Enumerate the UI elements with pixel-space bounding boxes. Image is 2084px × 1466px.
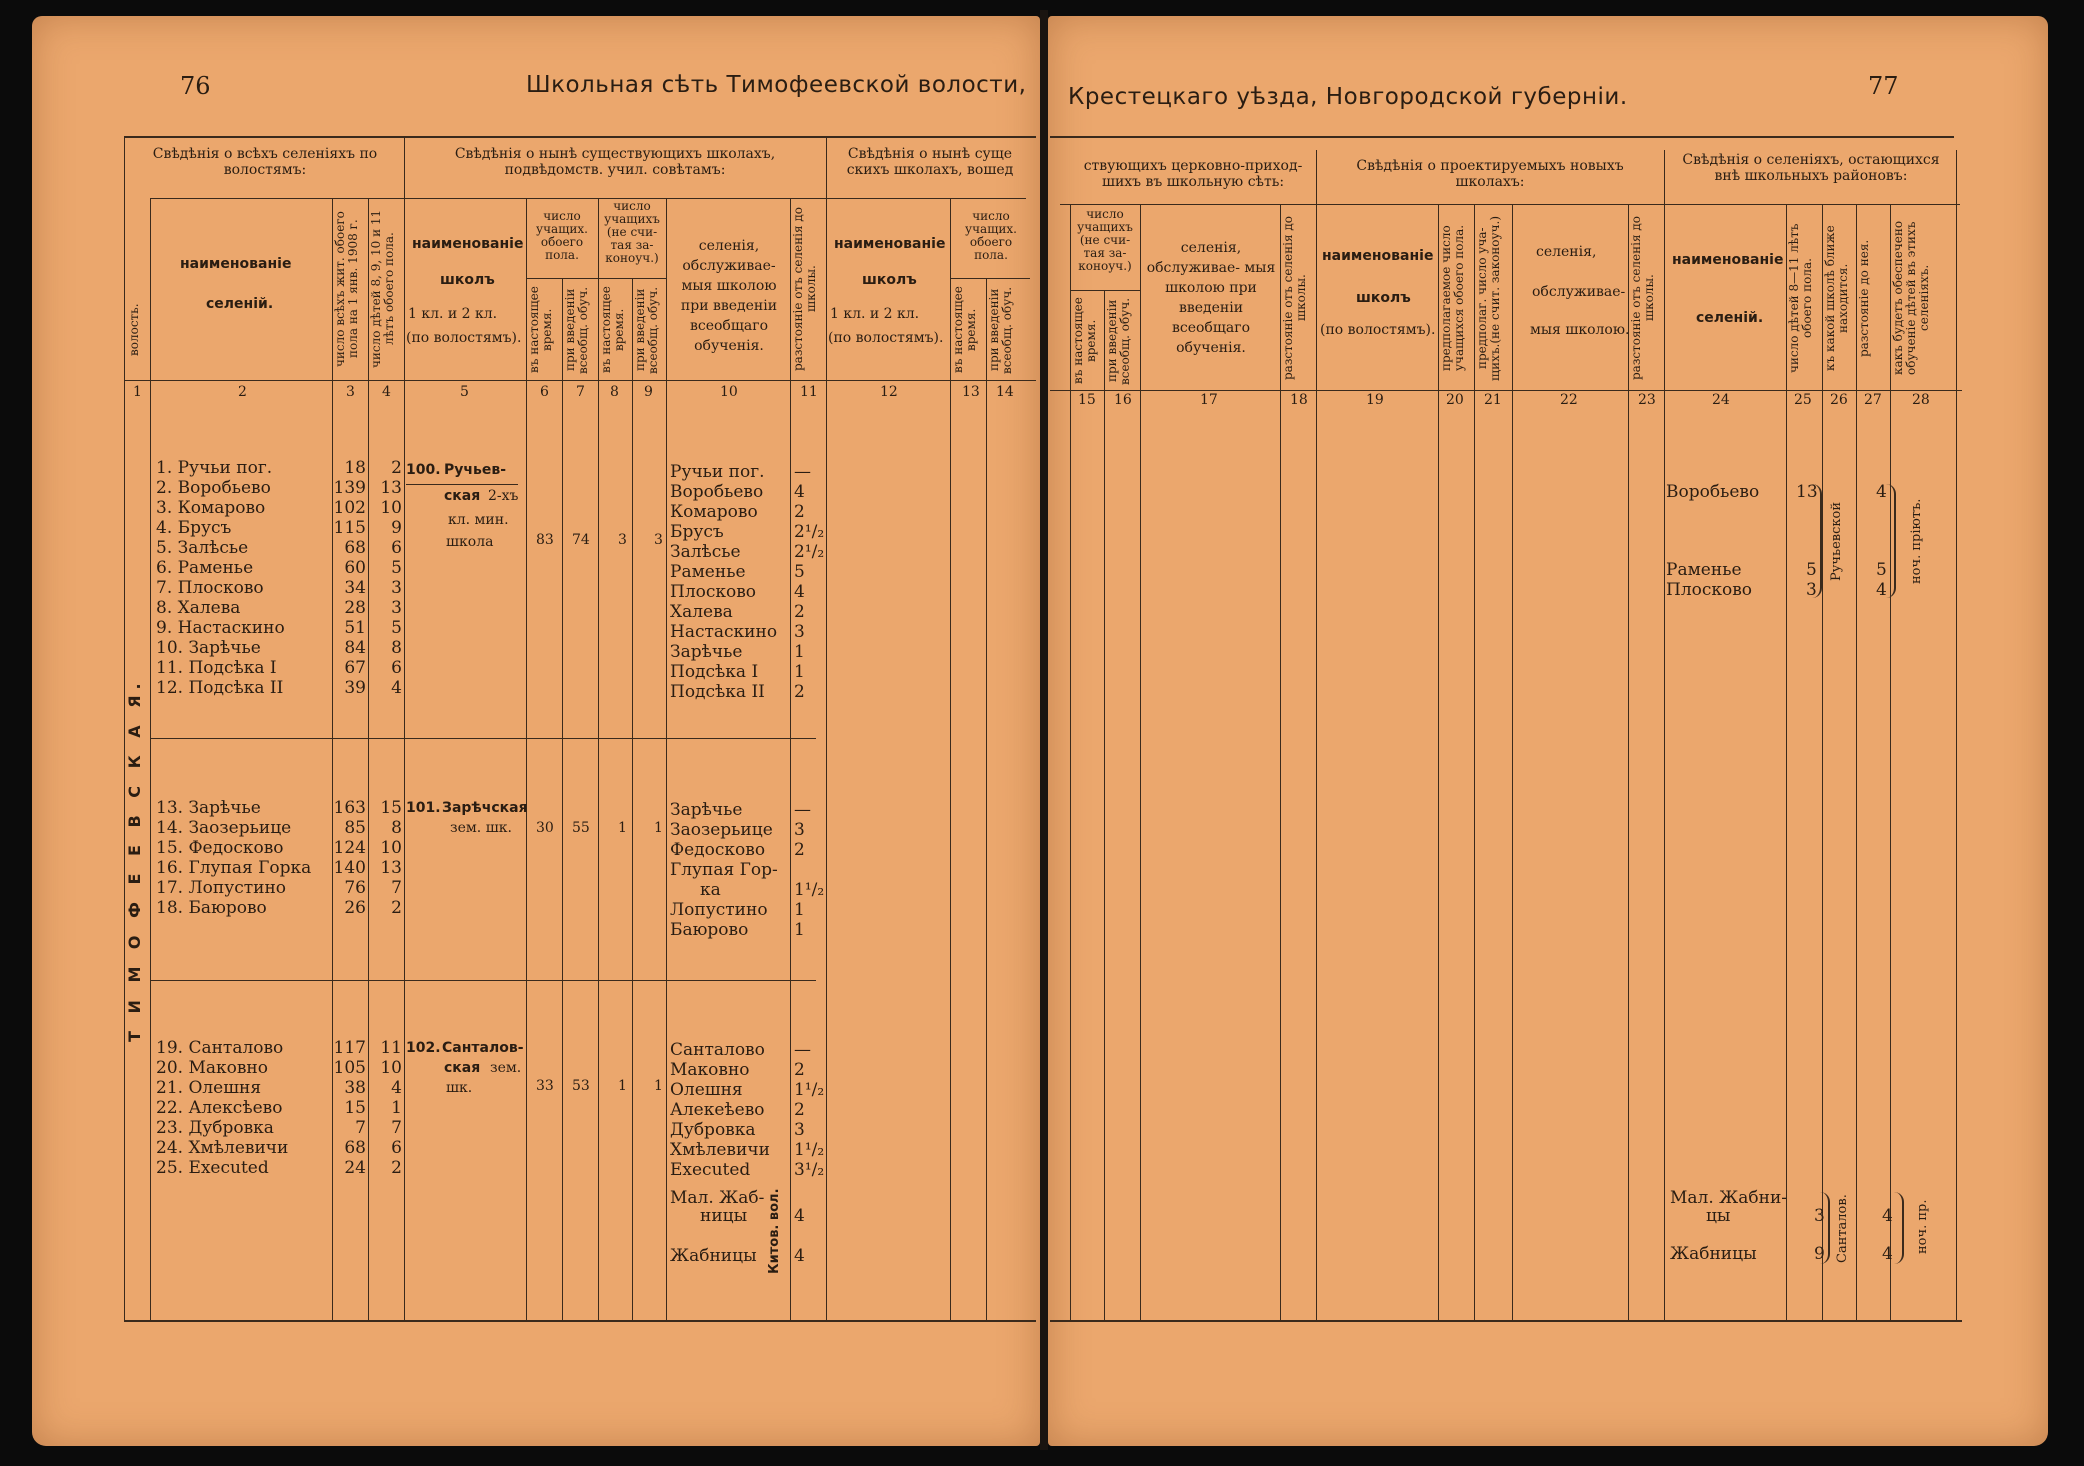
col-number: 11 <box>800 384 818 400</box>
served-village-name: Баюрово <box>670 920 749 940</box>
school-name: ская <box>444 1060 481 1076</box>
village-name: 7. Плосково <box>156 578 264 598</box>
served-village-name: Плосково <box>670 582 757 602</box>
served-village-name: ка <box>700 880 721 900</box>
pupils-intro: 55 <box>572 820 590 836</box>
col-line <box>1474 204 1475 1320</box>
outside-provision-note: ноч. пріютъ. <box>1909 498 1924 584</box>
served-village-distance: 3 <box>794 1120 805 1140</box>
col-header-school-volost: (по волостямъ). <box>406 330 522 346</box>
col-header-school-volost: (по волостямъ). <box>828 330 944 346</box>
col-line <box>632 278 633 1320</box>
served-village-distance: 1 <box>794 642 805 662</box>
header-bottom-rule <box>1050 390 1962 391</box>
served-village-name: Комарово <box>670 502 758 522</box>
village-children: 10 <box>380 1058 402 1078</box>
teachers-now: 1 <box>618 1078 627 1094</box>
col-header-now: въ настоящее время. <box>527 286 554 374</box>
col-header-village-name-2: селеній. <box>1696 310 1764 326</box>
col-header-school-name: наименованіе <box>834 236 946 252</box>
served-village-distance: 2 <box>794 840 805 860</box>
col-number: 25 <box>1794 392 1812 408</box>
group-header-outside-villages: Свѣдѣнія о селеніяхъ, остающихся внѣ школьныхъ районовъ: <box>1682 152 1940 184</box>
col-header-village-name: наименованіе <box>180 256 292 272</box>
served-village-name: Брусъ <box>670 522 724 542</box>
served-village-name: Залѣсье <box>670 542 741 562</box>
teachers-intro: 1 <box>654 820 663 836</box>
served-village-distance: 1¹/₂ <box>794 1140 825 1160</box>
outside-village-name: Воробьево <box>1666 482 1760 502</box>
col-number: 20 <box>1446 392 1464 408</box>
col-header-school-name-2: школъ <box>1356 290 1411 306</box>
col-header-provision: какъ будетъ обеспечено обученіе дѣтей въ этихъ селеніяхъ. <box>1891 220 1931 376</box>
pupils-now: 83 <box>536 532 554 548</box>
village-children: 8 <box>391 638 402 658</box>
outside-village-distance: 4 <box>1876 482 1887 502</box>
pupils-intro: 53 <box>572 1078 590 1094</box>
village-name: 11. Подсѣка I <box>156 658 277 678</box>
served-village-name: Маковно <box>670 1060 750 1080</box>
col-header-population: число всѣхъ жит. обоего пола на 1 янв. 1908 г. <box>333 211 360 367</box>
left-page-header: Школьная сѣть Тимофеевской волости, <box>526 72 1027 98</box>
village-population: 18 <box>344 458 366 478</box>
sub-rule <box>1070 290 1140 291</box>
served-village-distance: 2¹/₂ <box>794 522 825 542</box>
col-line <box>666 198 667 1320</box>
school-name: ская <box>444 488 481 504</box>
col-number: 15 <box>1078 392 1096 408</box>
col-header-distance-to-it: разстояніе до нея. <box>1857 239 1871 357</box>
col-header-teachers: число учащихъ (не счи- тая за- коноуч.) <box>1077 207 1133 273</box>
col-header-children: число дѣтей 8, 9, 10 и 11 лѣтъ обоего пола. <box>369 209 396 369</box>
served-village-name: Заозерьице <box>670 820 773 840</box>
served-village-distance: — <box>794 800 811 820</box>
served-village-distance: 3¹/₂ <box>794 1160 825 1180</box>
served-village-name: Настаскино <box>670 622 778 642</box>
village-children: 13 <box>380 858 402 878</box>
served-village-name: Ручьи пог. <box>670 462 765 482</box>
col-number: 24 <box>1712 392 1730 408</box>
served-village-distance: 3 <box>794 820 805 840</box>
table-bottom-rule <box>124 1320 1036 1322</box>
served-village-distance: 2 <box>794 1100 805 1120</box>
outside-village-name: Раменье <box>1666 560 1742 580</box>
village-children: 2 <box>391 898 402 918</box>
village-population: 85 <box>344 818 366 838</box>
served-village-distance: 4 <box>794 482 805 502</box>
served-village-distance: 2 <box>794 682 805 702</box>
col-line <box>1512 204 1513 1320</box>
col-header-intro: при введеніи всеобщ. обуч. <box>987 286 1014 374</box>
village-children: 3 <box>391 598 402 618</box>
school-number: 102. <box>406 1040 441 1056</box>
col-line <box>986 278 987 1320</box>
col-line <box>1438 204 1439 1320</box>
school-type: зем. шк. <box>450 820 512 836</box>
village-name: 25. Executed <box>156 1158 269 1178</box>
village-name: 16. Глупая Горка <box>156 858 312 878</box>
served-village-name: Мал. Жаб- <box>670 1188 765 1208</box>
section-rule-2 <box>150 980 816 981</box>
outside-provision-note: ноч. пр. <box>1915 1199 1930 1255</box>
served-village-name: Алекеѣево <box>670 1100 765 1120</box>
village-children: 5 <box>391 558 402 578</box>
col-number: 27 <box>1864 392 1882 408</box>
served-village-distance: 1 <box>794 920 805 940</box>
col-header-village-name-2: селеній. <box>206 296 274 312</box>
served-village-distance: 4 <box>794 1246 805 1266</box>
school-name: 2-хъ <box>488 488 519 504</box>
col-number: 17 <box>1200 392 1218 408</box>
served-village-name: Раменье <box>670 562 746 582</box>
outside-village-kids: 5 <box>1806 560 1817 580</box>
col-line <box>826 136 827 1320</box>
group-header-rule <box>150 198 1026 199</box>
col-number: 26 <box>1830 392 1848 408</box>
village-population: 105 <box>333 1058 366 1078</box>
col-header-school-name: наименованіе <box>1322 248 1434 264</box>
col-line <box>1316 150 1317 1320</box>
village-children: 3 <box>391 578 402 598</box>
col-number: 8 <box>610 384 619 400</box>
outside-village-kids: 13 <box>1796 482 1818 502</box>
school-type: школа <box>446 534 494 550</box>
col-header-expected-teachers: предполаг. число уча- щихъ.(не счит. законоуч.) <box>1475 215 1502 381</box>
village-population: 140 <box>333 858 366 878</box>
served-village-distance: 2 <box>794 1060 805 1080</box>
col-number: 12 <box>880 384 898 400</box>
served-village-name: Зарѣчье <box>670 642 743 662</box>
school-name: Санталов- <box>442 1040 524 1056</box>
village-name: 1. Ручьи пог. <box>156 458 273 478</box>
teachers-now: 1 <box>618 820 627 836</box>
brace <box>1820 1192 1830 1264</box>
col-line <box>1856 204 1857 1320</box>
school-type: кл. мин. <box>448 512 509 528</box>
school-underline <box>406 484 518 485</box>
col-number: 3 <box>346 384 355 400</box>
col-header-now: въ настоящее время. <box>951 286 978 374</box>
col-header-school-class: 1 кл. и 2 кл. <box>830 306 920 322</box>
village-population: 163 <box>333 798 366 818</box>
village-name: 2. Воробьево <box>156 478 271 498</box>
village-population: 15 <box>344 1098 366 1118</box>
village-name: 22. Алексѣево <box>156 1098 283 1118</box>
pupils-now: 33 <box>536 1078 554 1094</box>
col-header-distance: разстояніе отъ селенія до школы. <box>1281 216 1308 380</box>
teachers-intro: 3 <box>654 532 663 548</box>
col-header-intro: при введеніи всеобщ. обуч. <box>633 286 660 374</box>
col-header-distance: разстояніе отъ селенія до школы. <box>791 207 818 371</box>
col-line <box>150 198 151 1320</box>
col-number: 18 <box>1290 392 1308 408</box>
col-header-served-villages: селенія, обслуживае- мыя школою при введеніи всеобщаго обученія. <box>680 238 778 354</box>
village-population: 24 <box>344 1158 366 1178</box>
served-village-distance: 1 <box>794 662 805 682</box>
village-name: 8. Халева <box>156 598 241 618</box>
pupils-intro: 74 <box>572 532 590 548</box>
table-bottom-rule <box>1050 1320 1962 1322</box>
village-children: 6 <box>391 658 402 678</box>
village-children: 8 <box>391 818 402 838</box>
col-header-expected-pupils: предполагаемое число учащихся обоего пола. <box>1439 224 1466 372</box>
col-number: 7 <box>576 384 585 400</box>
village-children: 7 <box>391 1118 402 1138</box>
col-header-distance: разстояніе отъ селенія до школы. <box>1629 216 1656 380</box>
village-population: 34 <box>344 578 366 598</box>
outside-village-name: Плосково <box>1666 580 1753 600</box>
teachers-now: 3 <box>618 532 627 548</box>
outside-village-name: Жабницы <box>1670 1244 1757 1264</box>
col-number: 5 <box>460 384 469 400</box>
col-line <box>1822 204 1823 1320</box>
village-name: 4. Брусъ <box>156 518 232 538</box>
col-number: 22 <box>1560 392 1578 408</box>
village-population: 68 <box>344 1138 366 1158</box>
col-number: 1 <box>133 384 142 400</box>
outside-village-distance: 5 <box>1876 560 1887 580</box>
village-population: 117 <box>333 1038 366 1058</box>
village-children: 4 <box>391 1078 402 1098</box>
col-number: 4 <box>382 384 391 400</box>
village-name: 12. Подсѣка II <box>156 678 284 698</box>
col-header-school-class: 1 кл. и 2 кл. <box>408 306 498 322</box>
group-header-parish-schools: Свѣдѣнія о нынѣ суще скихъ школахъ, вошед <box>846 146 1014 178</box>
village-children: 4 <box>391 678 402 698</box>
village-children: 2 <box>391 458 402 478</box>
village-population: 124 <box>333 838 366 858</box>
outside-nearest-school: Ручьевской <box>1829 502 1844 582</box>
group-header-projected-schools: Свѣдѣнія о проектируемыхъ новыхъ школахъ: <box>1356 158 1624 190</box>
served-village-distance: 2 <box>794 602 805 622</box>
col-header-teachers: число учащихъ (не счи- тая за- коноуч.) <box>604 199 660 265</box>
col-number: 9 <box>644 384 653 400</box>
served-village-distance: 1¹/₂ <box>794 880 825 900</box>
village-children: 7 <box>391 878 402 898</box>
served-village-name: Глупая Гор- <box>670 860 778 880</box>
served-village-name: Олешня <box>670 1080 743 1100</box>
group-header-parish-schools-cont: ствующихъ церковно-приход- шихъ въ школьную сѣть: <box>1083 158 1303 190</box>
served-village-name: Хмѣлевичи <box>670 1140 770 1160</box>
village-name: 20. Маковно <box>156 1058 268 1078</box>
school-type: шк. <box>446 1080 473 1096</box>
village-children: 6 <box>391 538 402 558</box>
served-village-name: Зарѣчье <box>670 800 743 820</box>
brace <box>1886 484 1896 598</box>
school-name: Зарѣчская <box>442 800 528 816</box>
volost-name-vertical: Т И М О Ф Е Е В С К А Я. <box>125 677 144 1043</box>
col-number: 10 <box>720 384 738 400</box>
village-children: 13 <box>380 478 402 498</box>
outside-nearest-school: Санталов. <box>1835 1194 1850 1264</box>
col-number: 6 <box>540 384 549 400</box>
village-name: 3. Комарово <box>156 498 266 518</box>
served-village-name: Жабницы <box>670 1246 757 1266</box>
served-village-name: Лопустино <box>670 900 768 920</box>
outside-village-distance: 4 <box>1882 1206 1893 1226</box>
left-page-number: 76 <box>180 72 211 100</box>
village-population: 76 <box>344 878 366 898</box>
village-population: 51 <box>344 618 366 638</box>
pupils-now: 30 <box>536 820 554 836</box>
village-population: 102 <box>333 498 366 518</box>
village-children: 1 <box>391 1098 402 1118</box>
col-header-school-name: наименованіе <box>412 236 524 252</box>
outside-village-kids: 9 <box>1814 1244 1825 1264</box>
village-name: 18. Баюрово <box>156 898 267 918</box>
outside-village-distance: 4 <box>1882 1244 1893 1264</box>
group-header-villages: Свѣдѣнія о всѣхъ селеніяхъ по волостямъ: <box>152 146 378 178</box>
served-village-name: Дубровка <box>670 1120 756 1140</box>
outside-village-name: цы <box>1706 1206 1731 1226</box>
school-type: зем. <box>490 1060 522 1076</box>
served-village-distance: 1¹/₂ <box>794 1080 825 1100</box>
village-name: 9. Настаскино <box>156 618 285 638</box>
village-children: 15 <box>380 798 402 818</box>
school-number: 100. <box>406 462 441 478</box>
col-number: 14 <box>996 384 1014 400</box>
village-children: 11 <box>380 1038 402 1058</box>
col-line <box>1956 150 1957 1320</box>
served-village-name: Подсѣка I <box>670 662 759 682</box>
village-population: 68 <box>344 538 366 558</box>
brace <box>1812 484 1822 598</box>
served-village-distance: 1 <box>794 900 805 920</box>
book-spine <box>1040 10 1048 1450</box>
school-number: 101. <box>406 800 441 816</box>
col-header-intro: при введеніи всеобщ. обуч. <box>1105 297 1132 385</box>
served-village-name: Халева <box>670 602 733 622</box>
col-number: 28 <box>1912 392 1930 408</box>
col-header-school-name-2: школъ <box>440 272 495 288</box>
kitov-volost-label: Китов. вол. <box>767 1188 782 1274</box>
col-header-volost: волость. <box>127 303 141 357</box>
village-name: 14. Заозерьице <box>156 818 292 838</box>
col-line <box>1664 150 1665 1320</box>
village-population: 60 <box>344 558 366 578</box>
right-page-number: 77 <box>1868 72 1899 100</box>
school-name: Ручьев- <box>444 462 507 478</box>
village-name: 10. Зарѣчье <box>156 638 261 658</box>
served-village-distance: 3 <box>794 622 805 642</box>
village-children: 10 <box>380 498 402 518</box>
served-village-distance: 4 <box>794 1206 805 1226</box>
col-header-served-villages-3: мыя школою. <box>1530 322 1630 338</box>
sub-rule <box>526 278 666 279</box>
col-header-school-name-2: школъ <box>862 272 917 288</box>
served-village-distance: 4 <box>794 582 805 602</box>
table-top-rule <box>1050 136 1954 138</box>
col-number: 16 <box>1114 392 1132 408</box>
right-page-header: Крестецкаго уѣзда, Новгородской губерніи. <box>1068 84 1628 110</box>
village-population: 84 <box>344 638 366 658</box>
served-village-name: Санталово <box>670 1040 765 1060</box>
village-children: 10 <box>380 838 402 858</box>
village-name: 23. Дубровка <box>156 1118 274 1138</box>
teachers-intro: 1 <box>654 1078 663 1094</box>
served-village-distance: — <box>794 462 811 482</box>
col-line <box>1104 290 1105 1320</box>
village-population: 139 <box>333 478 366 498</box>
village-name: 6. Раменье <box>156 558 254 578</box>
village-population: 115 <box>333 518 366 538</box>
col-header-served-villages: селенія, <box>1536 244 1597 260</box>
served-village-distance: 2 <box>794 502 805 522</box>
village-children: 2 <box>391 1158 402 1178</box>
group-header-existing-schools: Свѣдѣнія о нынѣ существующихъ школахъ, подвѣдомств. учил. совѣтамъ: <box>454 146 776 178</box>
outside-village-name: Мал. Жабни- <box>1670 1188 1788 1208</box>
col-header-intro: при введеніи всеобщ. обуч. <box>563 286 590 374</box>
col-header-now: въ настоящее время. <box>1071 297 1098 385</box>
village-children: 9 <box>391 518 402 538</box>
col-header-village-name: наименованіе <box>1672 252 1784 268</box>
served-village-name: Воробьево <box>670 482 764 502</box>
outside-village-distance: 4 <box>1876 580 1887 600</box>
village-name: 5. Залѣсье <box>156 538 249 558</box>
brace <box>1894 1192 1904 1264</box>
col-header-pupils: число учащих. обоего пола. <box>965 209 1017 262</box>
village-name: 24. Хмѣлевичи <box>156 1138 289 1158</box>
sub-rule <box>950 278 1030 279</box>
section-rule-1 <box>150 738 816 739</box>
col-header-nearest-school: къ какой школѣ ближе находится. <box>1823 225 1850 371</box>
served-village-name: Executed <box>670 1160 751 1180</box>
outside-village-kids: 3 <box>1814 1206 1825 1226</box>
village-population: 26 <box>344 898 366 918</box>
header-bottom-rule <box>124 380 1036 381</box>
served-village-distance: — <box>794 1040 811 1060</box>
group-header-rule <box>1060 204 1960 205</box>
village-children: 5 <box>391 618 402 638</box>
col-header-children: число дѣтей 8—11 лѣтъ обоего пола. <box>1787 223 1814 373</box>
col-header-pupils: число учащих. обоего пола. <box>536 209 588 262</box>
village-population: 39 <box>344 678 366 698</box>
col-number: 2 <box>238 384 247 400</box>
village-population: 67 <box>344 658 366 678</box>
village-children: 6 <box>391 1138 402 1158</box>
served-village-name: Федосково <box>670 840 766 860</box>
col-line <box>404 136 405 1320</box>
village-name: 17. Лопустино <box>156 878 287 898</box>
village-population: 38 <box>344 1078 366 1098</box>
village-name: 13. Зарѣчье <box>156 798 261 818</box>
col-number: 23 <box>1638 392 1656 408</box>
col-number: 19 <box>1366 392 1384 408</box>
outside-village-kids: 3 <box>1806 580 1817 600</box>
village-name: 19. Санталово <box>156 1038 284 1058</box>
col-number: 13 <box>962 384 980 400</box>
col-line <box>562 278 563 1320</box>
village-name: 15. Федосково <box>156 838 284 858</box>
village-population: 28 <box>344 598 366 618</box>
col-header-served-villages: селенія, обслуживае- мыя школою при введеніи всеобщаго обученія. <box>1146 240 1276 356</box>
col-header-now: въ настоящее время. <box>599 286 626 374</box>
village-population: 7 <box>355 1118 366 1138</box>
col-line <box>1140 204 1141 1320</box>
col-header-served-villages-2: обслуживае- <box>1532 284 1626 300</box>
served-village-name: ницы <box>700 1206 748 1226</box>
col-number: 21 <box>1484 392 1502 408</box>
served-village-distance: 5 <box>794 562 805 582</box>
col-header-school-volost: (по волостямъ). <box>1320 322 1436 338</box>
village-name: 21. Олешня <box>156 1078 262 1098</box>
served-village-distance: 2¹/₂ <box>794 542 825 562</box>
served-village-name: Подсѣка II <box>670 682 765 702</box>
table-top-rule <box>124 136 1036 138</box>
